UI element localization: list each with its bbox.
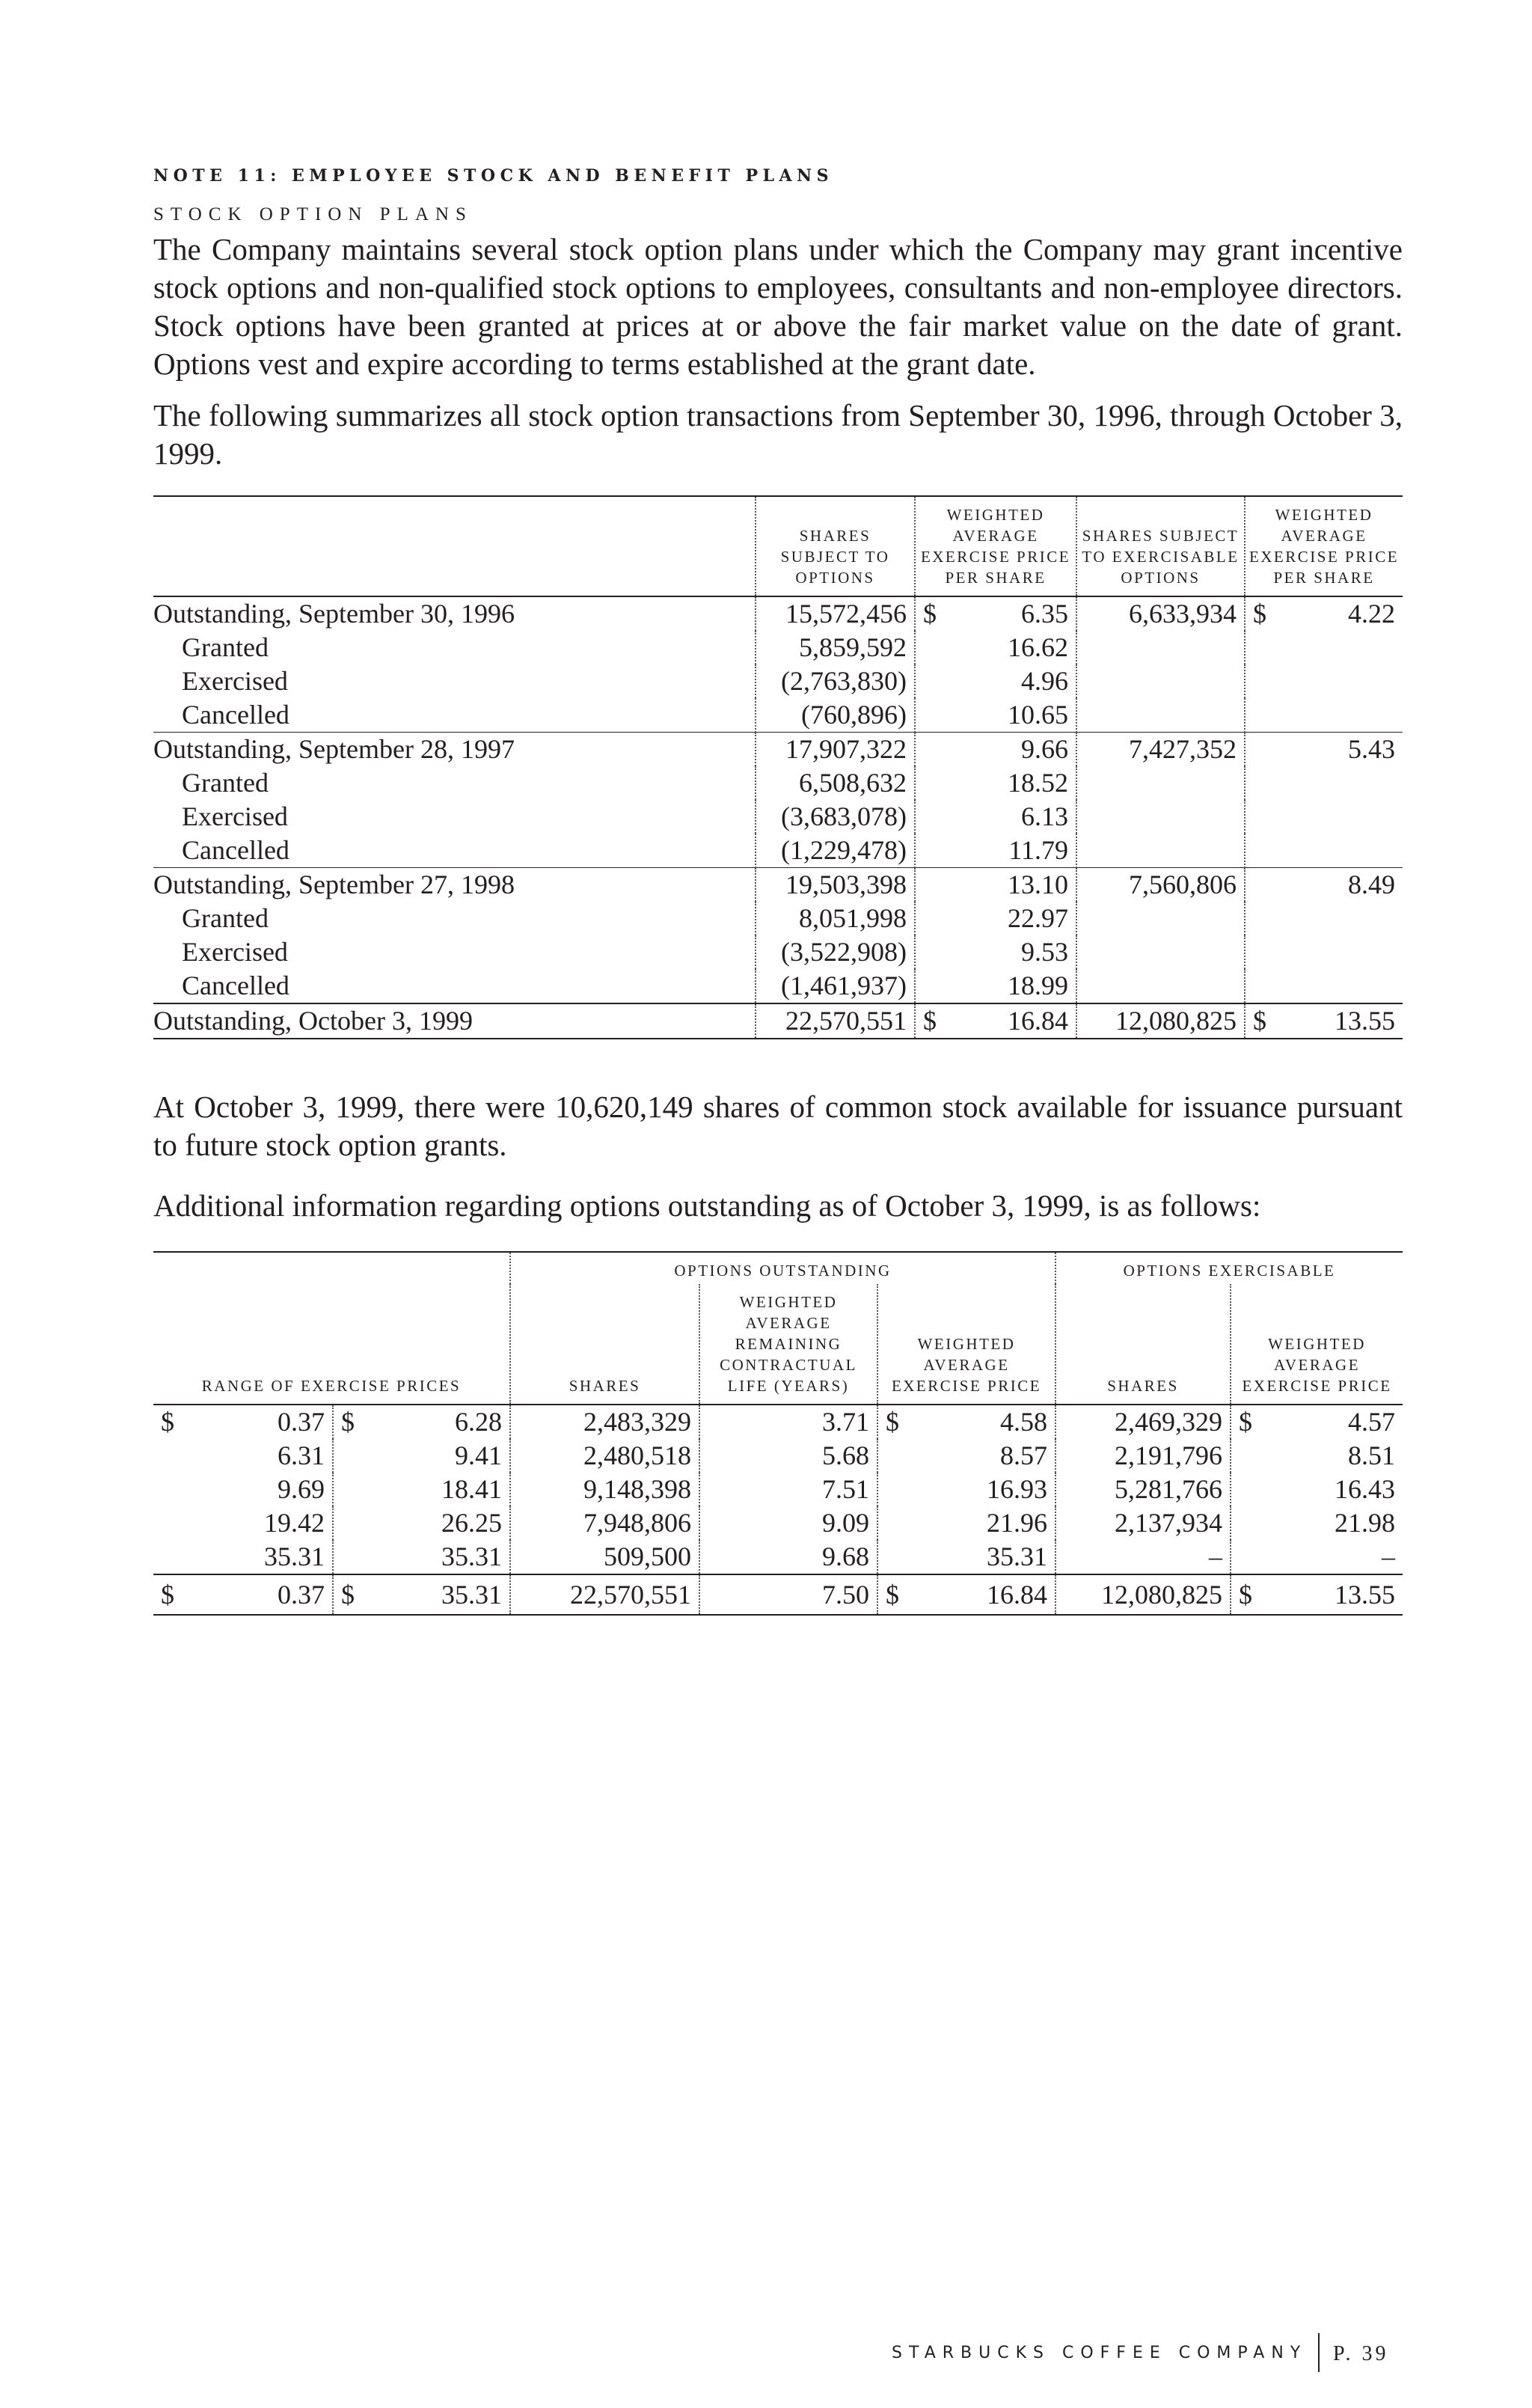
cell-shares: 22,570,551	[756, 1003, 915, 1039]
cell-price	[915, 698, 1076, 733]
cell-range-low	[153, 1574, 333, 1615]
row-label: Outstanding, September 27, 1998	[153, 868, 756, 902]
cell-value: 13.55	[1335, 1580, 1396, 1610]
cell-price	[915, 868, 1076, 902]
cell-value: 13.10	[1008, 870, 1068, 899]
cell-value: 9.66	[1021, 734, 1068, 764]
cell-range-low	[153, 1506, 333, 1540]
cell-value: 22.97	[1008, 903, 1068, 933]
cell-exercisable-price	[1231, 1574, 1403, 1615]
table-row	[153, 1574, 1403, 1615]
cell-value: 8.51	[1348, 1440, 1396, 1470]
cell-exercisable-shares	[1076, 631, 1245, 664]
cell-value: 9.69	[278, 1474, 325, 1504]
cell-value: 4.57	[1348, 1407, 1396, 1437]
cell-exercisable-price	[1245, 969, 1403, 1003]
table-row	[153, 935, 1403, 969]
table-row	[153, 1405, 1403, 1439]
cell-exercisable-shares	[1076, 834, 1245, 868]
cell-shares: 509,500	[510, 1540, 699, 1574]
cell-value: 35.31	[441, 1580, 502, 1610]
group-header-row	[153, 1252, 1403, 1284]
currency-symbol: $	[341, 1580, 355, 1610]
cell-value: 16.62	[1008, 632, 1068, 662]
cell-range-low	[153, 1540, 333, 1574]
table-row	[153, 800, 1403, 834]
cell-shares: 5,859,592	[756, 631, 915, 664]
table-row	[153, 1003, 1403, 1039]
header-weighted-price: WEIGHTED AVERAGE EXERCISE PRICE PER SHARE	[915, 496, 1076, 596]
cell-value: 13.55	[1335, 1006, 1395, 1036]
cell-value: 6.13	[1021, 801, 1068, 831]
currency-symbol: $	[1253, 599, 1266, 629]
row-label: Granted	[182, 768, 269, 798]
cell-exercisable-price	[1245, 868, 1403, 902]
cell-value: 9.41	[455, 1440, 502, 1470]
cell-exercisable-shares	[1076, 698, 1245, 733]
table-row	[153, 664, 1403, 698]
note-title: NOTE 11: EMPLOYEE STOCK AND BENEFIT PLANS	[153, 166, 834, 186]
cell-shares: (1,461,937)	[756, 969, 915, 1003]
header-weighted-price: WEIGHTED AVERAGE EXERCISE PRICE	[877, 1284, 1055, 1405]
paragraph-intro: The Company maintains several stock option plans under which the Company may grant incentive stock options and non-qualified stock options to employees, consultants and non-employee directors. Stock options have been granted at prices at or above the fair market value on the date of grant. Options vest and expire according to terms established at the grant date.	[153, 232, 1403, 381]
cell-value: 26.25	[441, 1508, 502, 1538]
currency-symbol: $	[1253, 1006, 1266, 1036]
cell-exercisable-shares: 2,191,796	[1055, 1439, 1231, 1473]
cell-exercisable-price	[1245, 834, 1403, 868]
table-row	[153, 969, 1403, 1003]
row-label: Outstanding, September 28, 1997	[153, 733, 756, 767]
cell-shares: 19,503,398	[756, 868, 915, 902]
cell-value: 35.31	[264, 1541, 325, 1571]
cell-exercisable-shares: 7,427,352	[1076, 733, 1245, 767]
page-footer	[892, 2333, 1408, 2378]
footer-page-number: P. 39	[1333, 2342, 1389, 2365]
cell-shares: 8,051,998	[756, 902, 915, 935]
cell-exercisable-shares	[1076, 902, 1245, 935]
cell-price	[915, 834, 1076, 868]
cell-value: 5.43	[1348, 734, 1395, 764]
cell-shares: 6,508,632	[756, 766, 915, 800]
header-blank	[153, 496, 756, 596]
row-label: Exercised	[182, 937, 288, 967]
cell-shares: 2,483,329	[510, 1405, 699, 1439]
cell-exercisable-price	[1231, 1540, 1403, 1574]
cell-exercisable-price	[1245, 631, 1403, 664]
table-body	[153, 596, 1403, 1039]
cell-exercisable-price	[1245, 902, 1403, 935]
footer-divider	[1318, 2333, 1320, 2372]
cell-price	[915, 664, 1076, 698]
cell-price	[915, 902, 1076, 935]
header-shares: SHARES	[510, 1284, 699, 1405]
group-options-exercisable: OPTIONS EXERCISABLE	[1055, 1252, 1403, 1284]
option-transactions-table	[153, 495, 1403, 1039]
cell-range-low	[153, 1439, 333, 1473]
row-label: Cancelled	[182, 700, 289, 730]
cell-exercisable-shares	[1076, 969, 1245, 1003]
cell-shares: 15,572,456	[756, 596, 915, 631]
cell-price	[877, 1405, 1055, 1439]
cell-value: 4.96	[1021, 666, 1068, 696]
cell-price	[915, 733, 1076, 767]
table-row	[153, 868, 1403, 902]
cell-price	[915, 969, 1076, 1003]
cell-exercisable-shares	[1076, 766, 1245, 800]
cell-exercisable-price	[1245, 935, 1403, 969]
group-options-outstanding: OPTIONS OUTSTANDING	[510, 1252, 1055, 1284]
cell-exercisable-shares: 2,137,934	[1055, 1506, 1231, 1540]
currency-symbol: $	[161, 1580, 174, 1610]
cell-range-high	[333, 1540, 510, 1574]
cell-exercisable-price	[1245, 596, 1403, 631]
row-label: Exercised	[182, 801, 288, 831]
cell-shares: 22,570,551	[510, 1574, 699, 1615]
cell-range-high	[333, 1439, 510, 1473]
table-row	[153, 733, 1403, 767]
table-row	[153, 698, 1403, 733]
cell-price	[877, 1574, 1055, 1615]
cell-exercisable-shares: 2,469,329	[1055, 1405, 1231, 1439]
cell-price	[915, 800, 1076, 834]
cell-exercisable-shares: 6,633,934	[1076, 596, 1245, 631]
row-label: Exercised	[182, 666, 288, 696]
currency-symbol: $	[886, 1580, 899, 1610]
cell-value: 6.31	[278, 1440, 325, 1470]
currency-symbol: $	[161, 1407, 174, 1437]
header-exercisable-shares: SHARES SUBJECT TO EXERCISABLE OPTIONS	[1076, 496, 1245, 596]
cell-exercisable-price	[1231, 1439, 1403, 1473]
cell-value: 0.37	[278, 1580, 325, 1610]
row-label: Granted	[182, 632, 269, 662]
table-row	[153, 631, 1403, 664]
cell-shares: 9,148,398	[510, 1473, 699, 1506]
cell-exercisable-price	[1245, 1003, 1403, 1039]
cell-value: 21.98	[1335, 1508, 1396, 1538]
cell-price	[915, 1003, 1076, 1039]
cell-exercisable-shares: 5,281,766	[1055, 1473, 1231, 1506]
cell-remaining-life: 9.09	[699, 1506, 877, 1540]
paragraph-additional-info: Additional information regarding options outstanding as of October 3, 1999, is as follows:	[153, 1188, 1261, 1223]
row-label: Granted	[182, 903, 269, 933]
section-subhead: STOCK OPTION PLANS	[153, 204, 473, 224]
cell-price	[877, 1540, 1055, 1574]
paragraph-available-shares: At October 3, 1999, there were 10,620,149 shares of common stock available for issuance pursuant to future stock option grants.	[153, 1090, 1403, 1162]
cell-value: 16.93	[987, 1474, 1047, 1504]
cell-value: –	[1382, 1541, 1396, 1571]
cell-exercisable-price	[1231, 1473, 1403, 1506]
cell-exercisable-price	[1245, 698, 1403, 733]
cell-exercisable-shares: –	[1055, 1540, 1231, 1574]
cell-price	[915, 596, 1076, 631]
cell-value: 11.79	[1008, 835, 1068, 865]
cell-shares: (3,522,908)	[756, 935, 915, 969]
cell-value: 8.49	[1348, 870, 1395, 899]
table-row	[153, 902, 1403, 935]
cell-exercisable-price	[1245, 664, 1403, 698]
table-row	[153, 1540, 1403, 1574]
cell-range-low	[153, 1473, 333, 1506]
cell-shares: 17,907,322	[756, 733, 915, 767]
cell-price	[877, 1506, 1055, 1540]
cell-value: 16.43	[1335, 1474, 1396, 1504]
cell-range-high	[333, 1405, 510, 1439]
table-row	[153, 1439, 1403, 1473]
cell-exercisable-price	[1245, 800, 1403, 834]
cell-remaining-life: 7.50	[699, 1574, 877, 1615]
cell-value: 9.53	[1021, 937, 1068, 967]
cell-shares: 2,480,518	[510, 1439, 699, 1473]
cell-exercisable-shares	[1076, 664, 1245, 698]
cell-exercisable-shares	[1076, 800, 1245, 834]
cell-value: 8.57	[1000, 1440, 1047, 1470]
cell-price	[915, 935, 1076, 969]
currency-symbol: $	[923, 1006, 937, 1036]
cell-value: 21.96	[987, 1508, 1047, 1538]
table-row	[153, 1473, 1403, 1506]
header-range: RANGE OF EXERCISE PRICES	[153, 1284, 510, 1405]
cell-price	[877, 1439, 1055, 1473]
cell-shares: (3,683,078)	[756, 800, 915, 834]
header-exercisable-price: WEIGHTED AVERAGE EXERCISE PRICE	[1231, 1284, 1403, 1405]
currency-symbol: $	[341, 1407, 355, 1437]
cell-value: 16.84	[1008, 1006, 1068, 1036]
cell-exercisable-price	[1231, 1506, 1403, 1540]
row-label: Cancelled	[182, 971, 289, 1000]
currency-symbol: $	[923, 599, 937, 629]
cell-value: 6.28	[455, 1407, 502, 1437]
row-label: Cancelled	[182, 835, 289, 865]
cell-value: 35.31	[987, 1541, 1047, 1571]
cell-value: 6.35	[1021, 599, 1068, 629]
cell-shares: (2,763,830)	[756, 664, 915, 698]
cell-exercisable-price	[1231, 1405, 1403, 1439]
cell-remaining-life: 5.68	[699, 1439, 877, 1473]
footer-company: STARBUCKS COFFEE COMPANY	[892, 2344, 1308, 2362]
cell-value: 19.42	[264, 1508, 325, 1538]
cell-exercisable-shares: 12,080,825	[1076, 1003, 1245, 1039]
header-exercisable-shares: SHARES	[1055, 1284, 1231, 1405]
cell-price	[915, 766, 1076, 800]
cell-exercisable-price	[1245, 766, 1403, 800]
table-row	[153, 1506, 1403, 1540]
cell-value: 4.22	[1348, 599, 1395, 629]
row-label: Outstanding, September 30, 1996	[153, 599, 515, 629]
currency-symbol: $	[1239, 1407, 1252, 1437]
cell-range-low	[153, 1405, 333, 1439]
currency-symbol: $	[1239, 1580, 1252, 1610]
cell-value: 18.41	[441, 1474, 502, 1504]
currency-symbol: $	[886, 1407, 899, 1437]
table-row	[153, 766, 1403, 800]
cell-value: 16.84	[987, 1580, 1047, 1610]
table-body	[153, 1405, 1403, 1615]
cell-value: 35.31	[441, 1541, 502, 1571]
paragraph-summary: The following summarizes all stock option transactions from September 30, 1996, through October 3, 1999.	[153, 398, 1403, 471]
cell-price	[877, 1473, 1055, 1506]
table-header-row	[153, 1284, 1403, 1405]
cell-exercisable-price	[1245, 733, 1403, 767]
cell-range-high	[333, 1574, 510, 1615]
options-outstanding-table	[153, 1251, 1403, 1616]
cell-shares: 7,948,806	[510, 1506, 699, 1540]
cell-remaining-life: 7.51	[699, 1473, 877, 1506]
row-label: Outstanding, October 3, 1999	[153, 1003, 756, 1039]
group-blank	[153, 1252, 510, 1284]
cell-value: 10.65	[1008, 700, 1068, 730]
cell-price	[915, 631, 1076, 664]
cell-remaining-life: 3.71	[699, 1405, 877, 1439]
table-header-row	[153, 496, 1403, 596]
cell-exercisable-shares	[1076, 935, 1245, 969]
cell-remaining-life: 9.68	[699, 1540, 877, 1574]
cell-range-high	[333, 1473, 510, 1506]
cell-value: 18.52	[1008, 768, 1068, 798]
cell-value: 18.99	[1008, 971, 1068, 1000]
header-remaining-life: WEIGHTED AVERAGE REMAINING CONTRACTUAL LIFE (YEARS)	[699, 1284, 877, 1405]
header-shares-subject: SHARES SUBJECT TO OPTIONS	[756, 496, 915, 596]
cell-exercisable-shares: 12,080,825	[1055, 1574, 1231, 1615]
cell-range-high	[333, 1506, 510, 1540]
table-row	[153, 596, 1403, 631]
cell-value: 4.58	[1000, 1407, 1047, 1437]
header-exercisable-price: WEIGHTED AVERAGE EXERCISE PRICE PER SHARE	[1245, 496, 1403, 596]
cell-shares: (1,229,478)	[756, 834, 915, 868]
cell-value: 0.37	[278, 1407, 325, 1437]
table-row	[153, 834, 1403, 868]
cell-exercisable-shares: 7,560,806	[1076, 868, 1245, 902]
cell-shares: (760,896)	[756, 698, 915, 733]
